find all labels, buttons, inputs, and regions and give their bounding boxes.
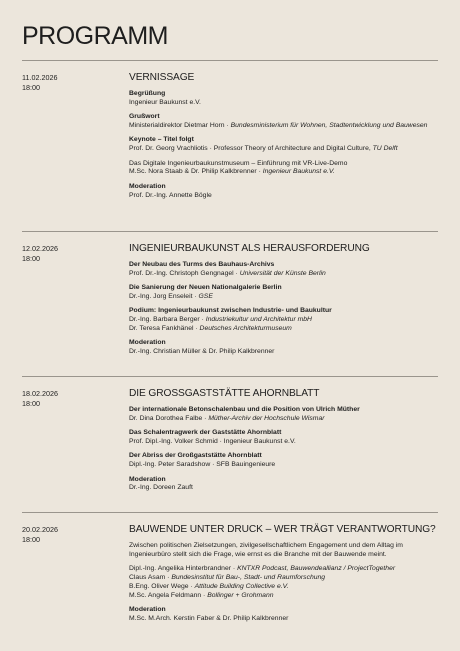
speaker-line [129,574,438,583]
item-title: Das Digitale Ingenieurbaukunstmuseum – Einführung mit VR-Live-Demo [129,159,348,167]
speaker-line [129,145,438,154]
page-title: PROGRAMM [22,22,168,50]
speaker-name: M.Sc. Angela Feldmann · [129,591,208,599]
item-title: Der internationale Betonschalenbau und die Position von Ulrich Müther [129,406,360,413]
speaker-name: Claus Asam · [129,573,172,581]
program-item [129,307,438,333]
section-heading: VERNISSAGE [129,72,195,83]
program-section [22,512,438,622]
speaker-line [129,122,438,131]
speaker-affiliation: GSE [198,292,213,300]
speaker-affiliation: Bundesministerium für Wohnen, Stadtentwicklung und Bauwesen [230,121,428,129]
speaker-affiliation: Bollinger + Grohmann [207,591,274,599]
program-item [129,339,438,357]
speaker-name: Ingenieur Baukunst e.V. [129,98,201,106]
speaker-name: Dr.-Ing. Barbara Berger · [129,316,206,324]
item-title: Die Sanierung der Neuen Nationalgalerie Berlin [129,284,282,292]
section-heading: BAUWENDE UNTER DRUCK – WER TRÄGT VERANTWORTUNG? [129,524,436,535]
speaker-line [129,565,438,574]
speaker-line [129,168,438,177]
program-item [129,429,438,447]
section-time: 18:00 [22,398,40,408]
speaker-name: Dipl.-Ing. Peter Saradshow · SFB Bauingenieure [129,461,276,469]
item-title: Der Abriss der Großgaststätte Ahornblatt [129,452,262,460]
section-heading: INGENIEURBAUKUNST ALS HERAUSFORDERUNG [129,243,370,254]
speaker-name: Dr.-Ing. Christian Müller & Dr. Philip Kalkbrenner [129,348,275,356]
item-title: Moderation [129,182,166,190]
section-time: 18:00 [22,82,40,92]
speaker-affiliation: Universität der Künste Berlin [239,269,326,277]
speaker-name: M.Sc. M.Arch. Kerstin Faber & Dr. Philip Kalkbrenner [129,614,289,622]
item-title: Grußwort [129,113,160,121]
program-item [129,606,438,624]
section-heading: DIE GROSSGASTSTÄTTE AHORNBLATT [129,388,320,399]
item-title: Podium: Ingenieurbaukunst zwischen Industrie- und Baukultur [129,307,332,315]
item-title: Moderation [129,339,166,347]
speaker-name: Dr.-Ing. Doreen Zauft [129,484,193,492]
program-section [22,376,438,492]
program-item [129,284,438,302]
section-date: 18.02.2026 [22,389,58,398]
speaker-line [129,461,438,470]
speaker-line [129,592,438,601]
program-item [129,565,438,600]
program-section [22,231,438,356]
speaker-line [129,615,438,624]
item-title: Begrüßung [129,90,166,97]
speaker-affiliation: Attitude Building Collective e.V. [194,582,289,590]
speaker-line [129,415,438,424]
speaker-line [129,270,438,279]
speaker-line [129,348,438,357]
program-item [129,261,438,279]
speaker-name: Ministerialdirektor Dietmar Horn · [129,121,231,129]
section-date: 20.02.2026 [22,525,58,534]
program-item [129,136,438,154]
program-item [129,113,438,131]
speaker-name: Prof. Dr.-Ing. Annette Bögle [129,191,212,199]
speaker-name: Dr. Teresa Fankhänel · [129,324,200,332]
speaker-affiliation: Bundesinstitut für Bau-, Stadt- und Raumforschung [171,573,326,581]
speaker-name: Dipl.-Ing. Angelika Hinterbrandner · [129,565,238,573]
item-title: Der Neubau des Turms des Bauhaus-Archivs [129,261,275,268]
program-item [129,452,438,470]
speaker-line [129,293,438,302]
section-time: 18:00 [22,534,40,544]
speaker-line [129,192,438,201]
section-date: 11.02.2026 [22,73,58,82]
program-item [129,406,438,424]
item-title: Keynote – Titel folgt [129,136,194,144]
item-title: Moderation [129,475,166,483]
program-item [129,90,438,108]
speaker-line [129,99,438,108]
speaker-name: Dr. Dina Dorothea Falbe · [129,414,209,422]
speaker-affiliation: Müther-Archiv der Hochschule Wismar [208,414,325,422]
speaker-line [129,438,438,447]
section-time: 18:00 [22,253,40,263]
speaker-name: Prof. Dr.-Ing. Christoph Gengnagel · [129,269,240,277]
speaker-affiliation: KNTXR Podcast, Bauwendeallianz / ProjectTogether [237,565,396,573]
speaker-name: Prof. Dipl.-Ing. Volker Schmid · Ingenieur Baukunst e.V. [129,437,296,445]
section-date: 12.02.2026 [22,244,58,253]
speaker-affiliation: Deutsches Architekturmuseum [199,324,292,332]
speaker-affiliation: TU Delft [372,145,398,153]
program-section [22,60,438,199]
item-title: Das Schalentragwerk der Gaststätte Ahornblatt [129,429,282,437]
speaker-line [129,583,438,592]
item-title: Moderation [129,605,166,613]
speaker-name: B.Eng. Oliver Wege · [129,582,195,590]
program-item [129,476,438,494]
speaker-name: M.Sc. Nora Staab & Dr. Philip Kalkbrenner · [129,168,263,176]
speaker-line [129,325,438,334]
speaker-affiliation: Industriekultur und Architektur mbH [205,316,312,324]
program-item [129,160,438,178]
speaker-line [129,316,438,325]
program-item [129,183,438,201]
speaker-line [129,484,438,493]
speaker-affiliation: Ingenieur Baukunst e.V. [262,168,335,176]
section-intro: Zwischen politischen Zielsetzungen, zivilgesellschaftlichem Engagement und dem Alltag im Ingenieurbüro stellt sich die Frage, wie ernst es die Branche mit der Bauwende meint. [129,542,403,558]
speaker-name: Prof. Dr. Georg Vrachliotis · Professor Theory of Architecture and Digital Culture, [129,145,373,153]
speaker-name: Dr.-Ing. Jorg Enseleit · [129,292,199,300]
